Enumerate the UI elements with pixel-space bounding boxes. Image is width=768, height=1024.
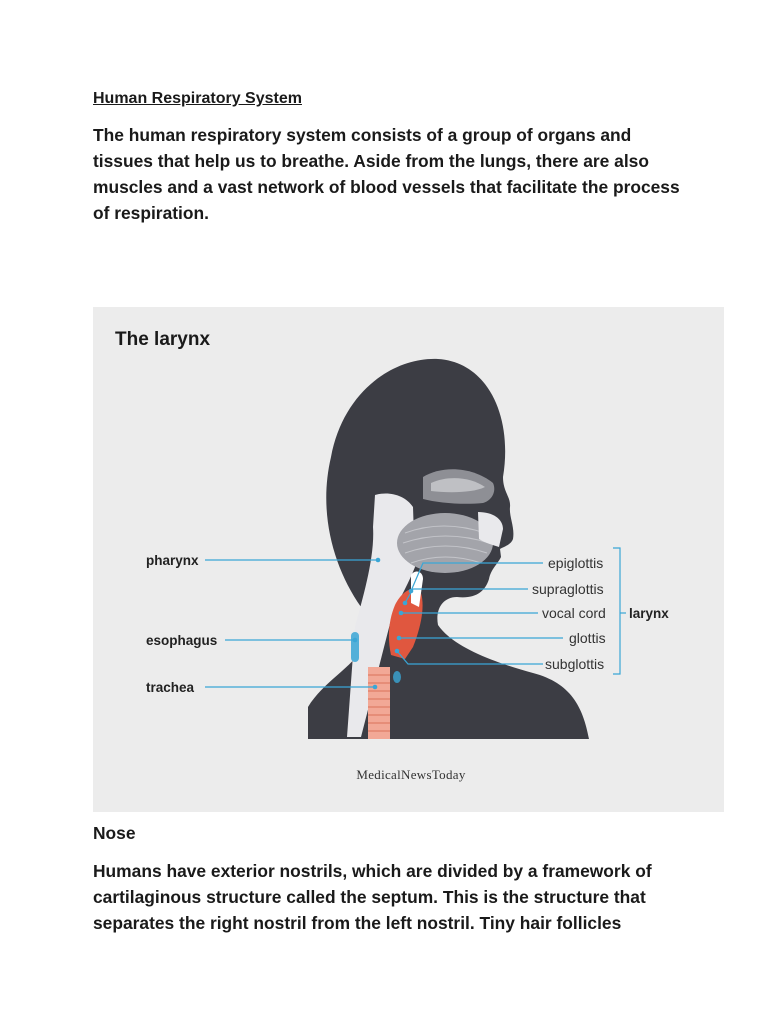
label-esophagus: esophagus — [146, 633, 218, 648]
label-vocal-cord: vocal cord — [542, 605, 606, 621]
thyroid-shape — [393, 671, 401, 683]
label-trachea: trachea — [146, 680, 195, 695]
label-pharynx: pharynx — [146, 553, 199, 568]
nose-paragraph: Humans have exterior nostrils, which are divided by a framework of cartilaginous structure called the septum. This is the structure that separates the right nostril from the left nostril. Tiny hair follicles — [93, 861, 652, 933]
larynx-figure — [93, 307, 724, 812]
label-supraglottis: supraglottis — [532, 581, 604, 597]
source-credit: MedicalNewsToday — [356, 767, 466, 782]
figure-title: The larynx — [115, 329, 211, 350]
label-glottis: glottis — [569, 630, 606, 646]
larynx-diagram — [93, 307, 724, 812]
label-subglottis: subglottis — [545, 656, 605, 672]
document-heading: Human Respiratory System — [93, 90, 302, 107]
section-heading-nose: Nose — [93, 823, 136, 843]
label-epiglottis: epiglottis — [548, 555, 604, 571]
esophagus-shape — [351, 632, 359, 662]
label-larynx-group: larynx — [629, 606, 669, 621]
intro-paragraph: The human respiratory system consists of a group of organs and tissues that help us to breathe. Aside from the lungs, there are also muscles and a vast network of blood vessels that facilitate the process of respiration. — [93, 125, 680, 223]
trachea-tube — [368, 667, 390, 739]
